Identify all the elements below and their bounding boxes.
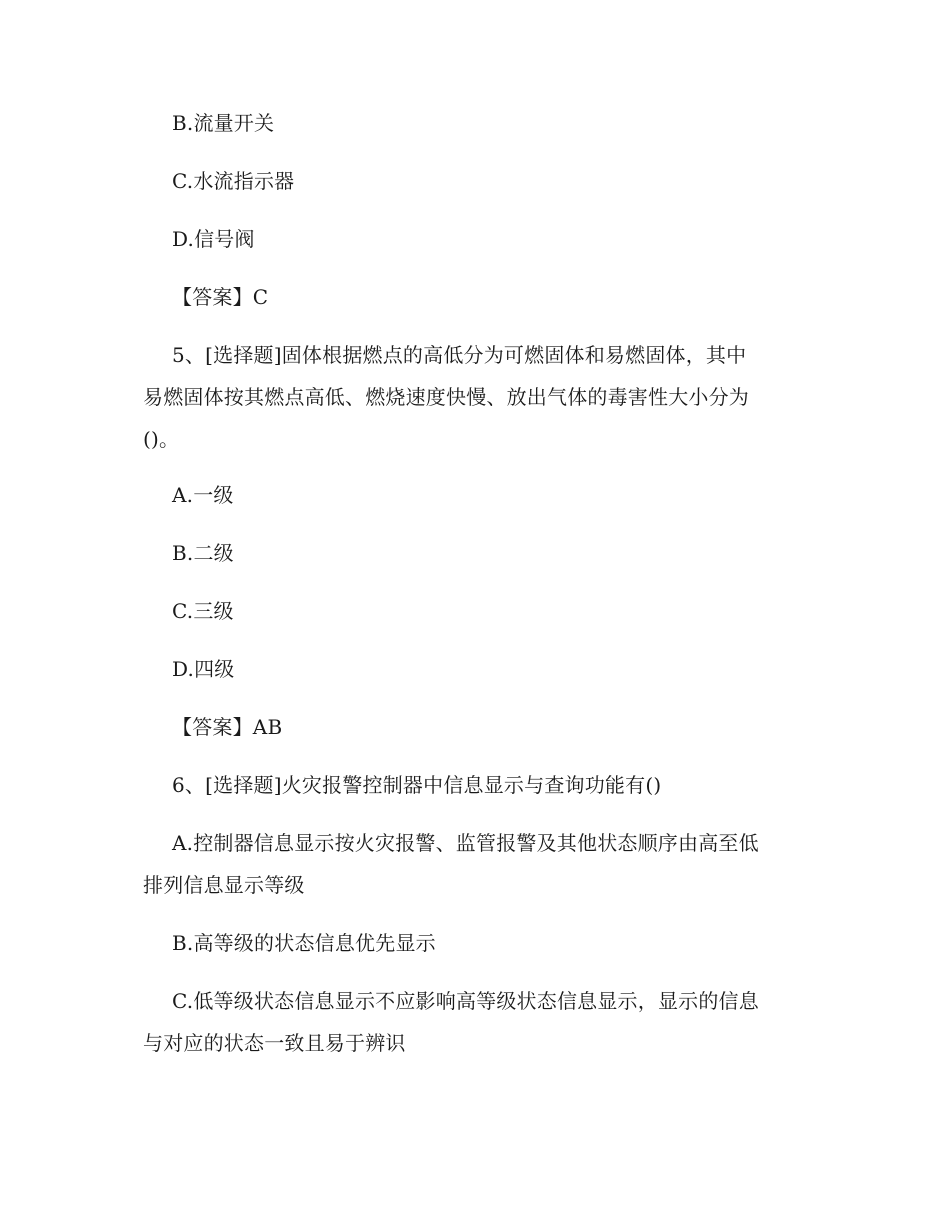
q6-option-a-line-1: A.控制器信息显示按火灾报警、监管报警及其他状态顺序由高至低 [172, 831, 759, 855]
q5-question-line-2: 易燃固体按其燃点高低、燃烧速度快慢、放出气体的毒害性大小分为 [143, 385, 749, 409]
q4-option-d: D.信号阀 [172, 227, 255, 251]
q6-option-c-line-1: C.低等级状态信息显示不应影响高等级状态信息显示，显示的信息 [172, 989, 759, 1013]
q5-option-c: C.三级 [172, 599, 234, 623]
q4-answer: 【答案】C [172, 285, 269, 309]
q5-option-d: D.四级 [172, 657, 235, 681]
q5-question-line-3: ()。 [143, 427, 180, 451]
q4-option-c: C.水流指示器 [172, 169, 295, 193]
q6-option-b: B.高等级的状态信息优先显示 [172, 931, 436, 955]
q6-option-a-line-2: 排列信息显示等级 [143, 873, 305, 897]
q6-question: 6、[选择题]火灾报警控制器中信息显示与查询功能有() [172, 773, 662, 797]
q5-option-a: A.一级 [172, 483, 234, 507]
q5-option-b: B.二级 [172, 541, 234, 565]
q5-answer: 【答案】AB [172, 715, 283, 739]
q5-question-line-1: 5、[选择题]固体根据燃点的高低分为可燃固体和易燃固体，其中 [172, 343, 747, 367]
q4-option-b: B.流量开关 [172, 111, 275, 135]
q6-option-c-line-2: 与对应的状态一致且易于辨识 [143, 1031, 406, 1055]
